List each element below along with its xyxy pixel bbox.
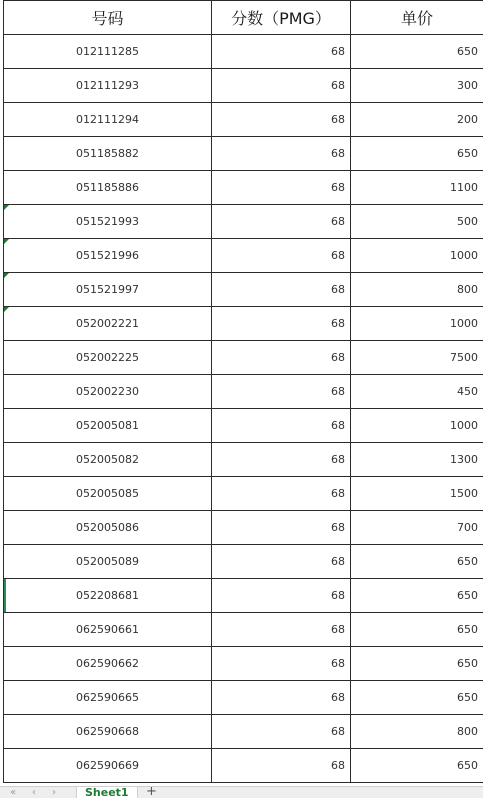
cell-number[interactable] [4,681,212,715]
cell-number-value: 052002221 [76,317,139,330]
cell-score[interactable] [212,273,351,307]
cell-number-value: 012111294 [76,113,139,126]
cell-price[interactable] [351,409,483,443]
table-row [4,681,483,715]
cell-number[interactable] [4,341,212,375]
cell-price-value: 800 [457,725,478,738]
cell-price[interactable] [351,239,483,273]
cell-price[interactable] [351,35,483,69]
cell-score[interactable] [212,443,351,477]
cell-number[interactable] [4,137,212,171]
table-row [4,715,483,749]
cell-number[interactable] [4,579,212,613]
table-row [4,239,483,273]
cell-score-value: 68 [331,555,345,568]
cell-number[interactable] [4,613,212,647]
cell-score-value: 68 [331,351,345,364]
cell-number[interactable] [4,511,212,545]
cell-number-value: 051185886 [76,181,139,194]
cell-price-value: 650 [457,691,478,704]
add-sheet-icon[interactable]: + [146,786,157,798]
cell-price-value: 650 [457,657,478,670]
cell-score[interactable] [212,749,351,783]
cell-price[interactable] [351,307,483,341]
cell-score-value: 68 [331,249,345,262]
table-row [4,171,483,205]
cell-price-value: 450 [457,385,478,398]
cell-score[interactable] [212,103,351,137]
table-row [4,613,483,647]
cell-price[interactable] [351,613,483,647]
cell-score[interactable] [212,341,351,375]
cell-score[interactable] [212,579,351,613]
cell-score-value: 68 [331,283,345,296]
cell-score-value: 68 [331,657,345,670]
cell-price-value: 1000 [450,317,478,330]
cell-number-value: 052005081 [76,419,139,432]
cell-number[interactable] [4,409,212,443]
cell-score[interactable] [212,681,351,715]
cell-number-value: 012111285 [76,45,139,58]
cell-price-value: 1300 [450,453,478,466]
table-row [4,647,483,681]
cell-price-value: 650 [457,555,478,568]
cell-number-value: 051521993 [76,215,139,228]
table-row [4,341,483,375]
table-row [4,511,483,545]
prev-sheet-icon[interactable]: ‹ [32,787,36,798]
table-row [4,205,483,239]
cell-score-value: 68 [331,215,345,228]
table-row [4,103,483,137]
cell-price[interactable] [351,443,483,477]
cell-score[interactable] [212,171,351,205]
table-row [4,545,483,579]
cell-number[interactable] [4,477,212,511]
cell-price-value: 200 [457,113,478,126]
cell-score[interactable] [212,477,351,511]
cell-number[interactable] [4,545,212,579]
cell-price[interactable] [351,137,483,171]
table-row [4,35,483,69]
cell-number-value: 052208681 [76,589,139,602]
cell-score-value: 68 [331,113,345,126]
cell-price-value: 7500 [450,351,478,364]
cell-score-value: 68 [331,589,345,602]
cell-number-value: 062590665 [76,691,139,704]
cell-score-value: 68 [331,487,345,500]
cell-price[interactable] [351,375,483,409]
cell-number-value: 052002225 [76,351,139,364]
cell-price-value: 1100 [450,181,478,194]
cell-score-value: 68 [331,759,345,772]
cell-price[interactable] [351,647,483,681]
table-row [4,273,483,307]
cell-score-value: 68 [331,725,345,738]
cell-price[interactable] [351,545,483,579]
cell-number[interactable] [4,375,212,409]
cell-score[interactable] [212,511,351,545]
cell-price-value: 650 [457,589,478,602]
cell-price[interactable] [351,69,483,103]
data-table [3,0,483,783]
cell-score-value: 68 [331,79,345,92]
cell-price[interactable] [351,171,483,205]
header-row [4,1,483,35]
cell-score-value: 68 [331,45,345,58]
cell-score[interactable] [212,205,351,239]
cell-price[interactable] [351,477,483,511]
cell-price[interactable] [351,341,483,375]
table-row [4,307,483,341]
cell-price-value: 650 [457,147,478,160]
table-body [4,35,483,783]
first-sheet-icon[interactable]: « [10,787,16,798]
error-indicator-icon [4,239,9,244]
tab-sheet1[interactable]: Sheet1 [76,786,138,798]
table-row [4,375,483,409]
cell-number[interactable] [4,443,212,477]
cell-score[interactable] [212,545,351,579]
cell-price-value: 650 [457,623,478,636]
cell-number-value: 052005089 [76,555,139,568]
cell-score[interactable] [212,613,351,647]
cell-number-value: 051185882 [76,147,139,160]
cell-score-value: 68 [331,453,345,466]
cell-number[interactable] [4,647,212,681]
cell-score[interactable] [212,647,351,681]
cell-price-value: 1000 [450,419,478,432]
cell-price[interactable] [351,681,483,715]
error-indicator-icon [4,273,9,278]
cell-score[interactable] [212,375,351,409]
cell-number-value: 052005082 [76,453,139,466]
cell-number[interactable] [4,273,212,307]
cell-price-value: 500 [457,215,478,228]
table-row [4,477,483,511]
cell-number[interactable] [4,239,212,273]
cell-number[interactable] [4,103,212,137]
error-indicator-icon [4,205,9,210]
column-header-price[interactable]: 单价 [351,1,483,35]
cell-price[interactable] [351,273,483,307]
cell-price[interactable] [351,715,483,749]
cell-number-value: 062590662 [76,657,139,670]
column-header-number[interactable]: 号码 [4,1,212,35]
cell-price-value: 1500 [450,487,478,500]
cell-number[interactable] [4,749,212,783]
cell-score[interactable] [212,239,351,273]
table-row [4,749,483,783]
cell-price[interactable] [351,205,483,239]
cell-price[interactable] [351,511,483,545]
cell-number[interactable] [4,715,212,749]
cell-number-value: 052002230 [76,385,139,398]
cell-score[interactable] [212,715,351,749]
cell-score-value: 68 [331,521,345,534]
table-row [4,409,483,443]
table-row [4,443,483,477]
sheet-tab-bar [0,786,483,798]
table-row [4,69,483,103]
cell-number-value: 051521996 [76,249,139,262]
cell-score[interactable] [212,307,351,341]
cell-number-value: 052005086 [76,521,139,534]
cell-price-value: 300 [457,79,478,92]
cell-score[interactable] [212,35,351,69]
cell-score-value: 68 [331,419,345,432]
cell-price[interactable] [351,579,483,613]
cell-price-value: 1000 [450,249,478,262]
cell-number-value: 062590668 [76,725,139,738]
table-row [4,137,483,171]
table-row [4,579,483,613]
cell-number[interactable] [4,205,212,239]
cell-number-value: 012111293 [76,79,139,92]
cell-score-value: 68 [331,623,345,636]
cell-score[interactable] [212,69,351,103]
cell-price-value: 650 [457,45,478,58]
error-indicator-icon [4,307,9,312]
cell-number[interactable] [4,171,212,205]
cell-score-value: 68 [331,147,345,160]
cell-number-value: 062590661 [76,623,139,636]
cell-number-value: 052005085 [76,487,139,500]
cell-price[interactable] [351,103,483,137]
cell-score-value: 68 [331,317,345,330]
cell-score-value: 68 [331,385,345,398]
cell-number-value: 051521997 [76,283,139,296]
cell-number-value: 062590669 [76,759,139,772]
cell-score-value: 68 [331,691,345,704]
cell-number[interactable] [4,35,212,69]
column-header-score[interactable]: 分数（PMG） [212,1,351,35]
cell-number[interactable] [4,69,212,103]
cell-price-value: 800 [457,283,478,296]
cell-price[interactable] [351,749,483,783]
cell-score-value: 68 [331,181,345,194]
cell-price-value: 650 [457,759,478,772]
cell-score[interactable] [212,137,351,171]
cell-number[interactable] [4,307,212,341]
cell-score[interactable] [212,409,351,443]
next-sheet-icon[interactable]: › [52,787,56,798]
cell-price-value: 700 [457,521,478,534]
